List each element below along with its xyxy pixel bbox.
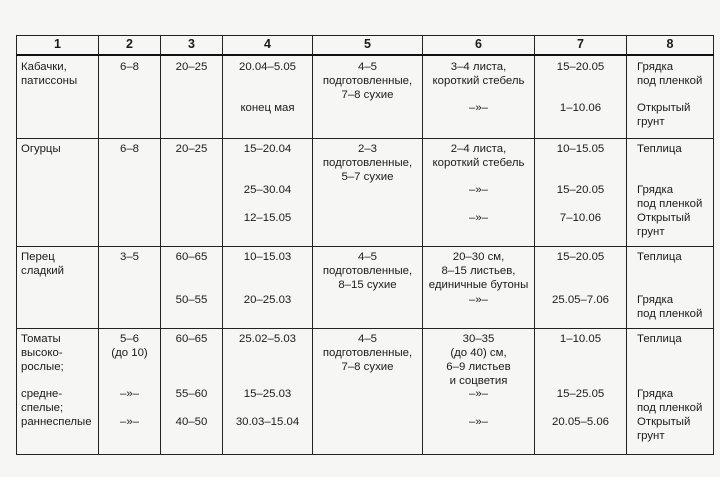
cell-text: 7–10.06 (559, 212, 602, 224)
table-cell (223, 139, 313, 247)
table-cell (313, 329, 423, 455)
cell-text: 7–8 сухие (341, 89, 394, 101)
table-cell (627, 247, 714, 329)
cell-text: раннеспелые (21, 416, 92, 428)
cell-text: средне- (21, 388, 63, 400)
cell-text: Теплица (637, 251, 682, 263)
cell-text: –»– (119, 416, 139, 428)
table-cell (17, 139, 99, 247)
table-cell (99, 139, 161, 247)
table-cell (161, 55, 223, 139)
cell-text: Теплица (637, 143, 682, 155)
cell-text: 60–65 (175, 251, 208, 263)
cell-text: 15–20.05 (556, 61, 605, 73)
cell-text: (до 10) (111, 347, 148, 359)
cell-text: Открытый (637, 212, 691, 224)
cell-text: под пленкой (637, 75, 703, 87)
cell-text: Грядка (637, 388, 674, 400)
cell-text: –»– (468, 212, 488, 224)
cell-text: 20.05–5.06 (551, 416, 609, 428)
cell-text: Грядка (637, 61, 674, 73)
table-cell (99, 247, 161, 329)
table-cell (423, 247, 535, 329)
cell-text: рослые; (21, 361, 64, 373)
cell-text: 40–50 (175, 416, 208, 428)
cell-text: единичные бутоны (428, 279, 529, 291)
cell-text: –»– (119, 388, 139, 400)
cell-text: –»– (468, 294, 488, 306)
cell-text: 15–20.04 (243, 143, 292, 155)
table-cell (313, 139, 423, 247)
cell-text: и соцветия (449, 375, 508, 387)
header-cell: 7 (535, 36, 627, 56)
cell-text: 30–35 (462, 333, 495, 345)
table-cell (99, 55, 161, 139)
cell-text: 60–65 (175, 333, 208, 345)
cell-text: 55–60 (175, 388, 208, 400)
header-cell: 3 (161, 36, 223, 56)
cell-text: подготовленные, (322, 347, 413, 359)
cell-text: 25–30.04 (243, 184, 292, 196)
cell-text: спелые; (21, 402, 64, 414)
cell-text: –»– (468, 184, 488, 196)
cell-text: Огурцы (21, 143, 61, 155)
cell-text: Открытый (637, 102, 691, 114)
cell-text: грунт (637, 226, 665, 238)
cell-text: Томаты (21, 333, 61, 345)
table-cell (535, 55, 627, 139)
cell-text: 5–6 (119, 333, 139, 345)
header-cell: 8 (627, 36, 714, 56)
cell-text: –»– (468, 416, 488, 428)
cell-text: 1–10.06 (559, 102, 602, 114)
cell-text: 12–15.05 (243, 212, 292, 224)
cell-text: Теплица (637, 333, 682, 345)
table-row (17, 329, 714, 455)
cell-text: 10–15.05 (556, 143, 605, 155)
cell-text: 6–8 (119, 143, 139, 155)
cell-text: 10–15.03 (243, 251, 292, 263)
cell-text: –»– (468, 102, 488, 114)
cell-text: 15–20.05 (556, 251, 605, 263)
cell-text: 7–8 сухие (341, 361, 394, 373)
table-cell (161, 247, 223, 329)
header-row (17, 36, 714, 56)
cell-text: 3–4 листа, (450, 61, 507, 73)
cell-text: 15–20.05 (556, 184, 605, 196)
cell-text: Грядка (637, 184, 674, 196)
seedling-table (16, 35, 714, 455)
table-row (17, 55, 714, 139)
table-body (17, 55, 714, 455)
cell-text: 2–3 (357, 143, 377, 155)
cell-text: 20–30 см, (452, 251, 505, 263)
cell-text: 15–25.05 (556, 388, 605, 400)
table-cell (535, 247, 627, 329)
table-cell (99, 329, 161, 455)
cell-text: грунт (637, 116, 665, 128)
table-cell (423, 139, 535, 247)
cell-text: 3–5 (119, 251, 139, 263)
cell-text: –»– (468, 388, 488, 400)
cell-text: 6–9 листьев (446, 361, 511, 373)
table-cell (223, 55, 313, 139)
cell-text: подготовленные, (322, 265, 413, 277)
cell-text: грунт (637, 430, 665, 442)
table-cell (535, 139, 627, 247)
header-cell: 4 (223, 36, 313, 56)
cell-text: Грядка (637, 294, 674, 306)
cell-text: (до 40) см, (450, 347, 507, 359)
cell-text: 20–25.03 (243, 294, 292, 306)
table-cell (313, 55, 423, 139)
cell-text: патиссоны (21, 75, 78, 87)
table-cell (313, 247, 423, 329)
cell-text: 5–7 сухие (341, 171, 394, 183)
table-cell (627, 329, 714, 455)
cell-text: короткий стебель (432, 157, 525, 169)
table-cell (423, 55, 535, 139)
cell-text: 50–55 (175, 294, 208, 306)
table-cell (423, 329, 535, 455)
table-row (17, 247, 714, 329)
header-cell: 1 (17, 36, 99, 56)
cell-text: Открытый (637, 416, 691, 428)
cell-text: под пленкой (637, 198, 703, 210)
cell-text: 6–8 (119, 61, 139, 73)
cell-text: 4–5 (357, 333, 377, 345)
header-cell: 2 (99, 36, 161, 56)
cell-text: 2–4 листа, (450, 143, 507, 155)
cell-text: подготовленные, (322, 75, 413, 87)
cell-text: Перец (21, 251, 55, 263)
cell-text: 8–15 листьев, (441, 265, 516, 277)
cell-text: Кабачки, (21, 61, 67, 73)
table-cell (535, 329, 627, 455)
cell-text: подготовленные, (322, 157, 413, 169)
cell-text: 20.04–5.05 (238, 61, 296, 73)
table-cell (161, 139, 223, 247)
cell-text: сладкий (21, 265, 65, 277)
cell-text: 8–15 сухие (338, 279, 397, 291)
table-cell (223, 329, 313, 455)
cell-text: 30.03–15.04 (235, 416, 300, 428)
cell-text: под пленкой (637, 402, 703, 414)
table-cell (627, 55, 714, 139)
header-cell: 5 (313, 36, 423, 56)
cell-text: 15–25.03 (243, 388, 292, 400)
cell-text: 20–25 (175, 61, 208, 73)
table-cell (17, 247, 99, 329)
table-cell (223, 247, 313, 329)
table-cell (627, 139, 714, 247)
cell-text: 25.02–5.03 (238, 333, 296, 345)
cell-text: 25.05–7.06 (551, 294, 609, 306)
cell-text: 4–5 (357, 61, 377, 73)
cell-text: высоко- (21, 347, 63, 359)
cell-text: под пленкой (637, 308, 703, 320)
cell-text: конец мая (240, 102, 295, 114)
cell-text: короткий стебель (432, 75, 525, 87)
table-cell (161, 329, 223, 455)
cell-text: 4–5 (357, 251, 377, 263)
cell-text: 20–25 (175, 143, 208, 155)
table-row (17, 139, 714, 247)
cell-text: 1–10.05 (559, 333, 602, 345)
header-cell: 6 (423, 36, 535, 56)
table-cell (17, 55, 99, 139)
table-cell (17, 329, 99, 455)
